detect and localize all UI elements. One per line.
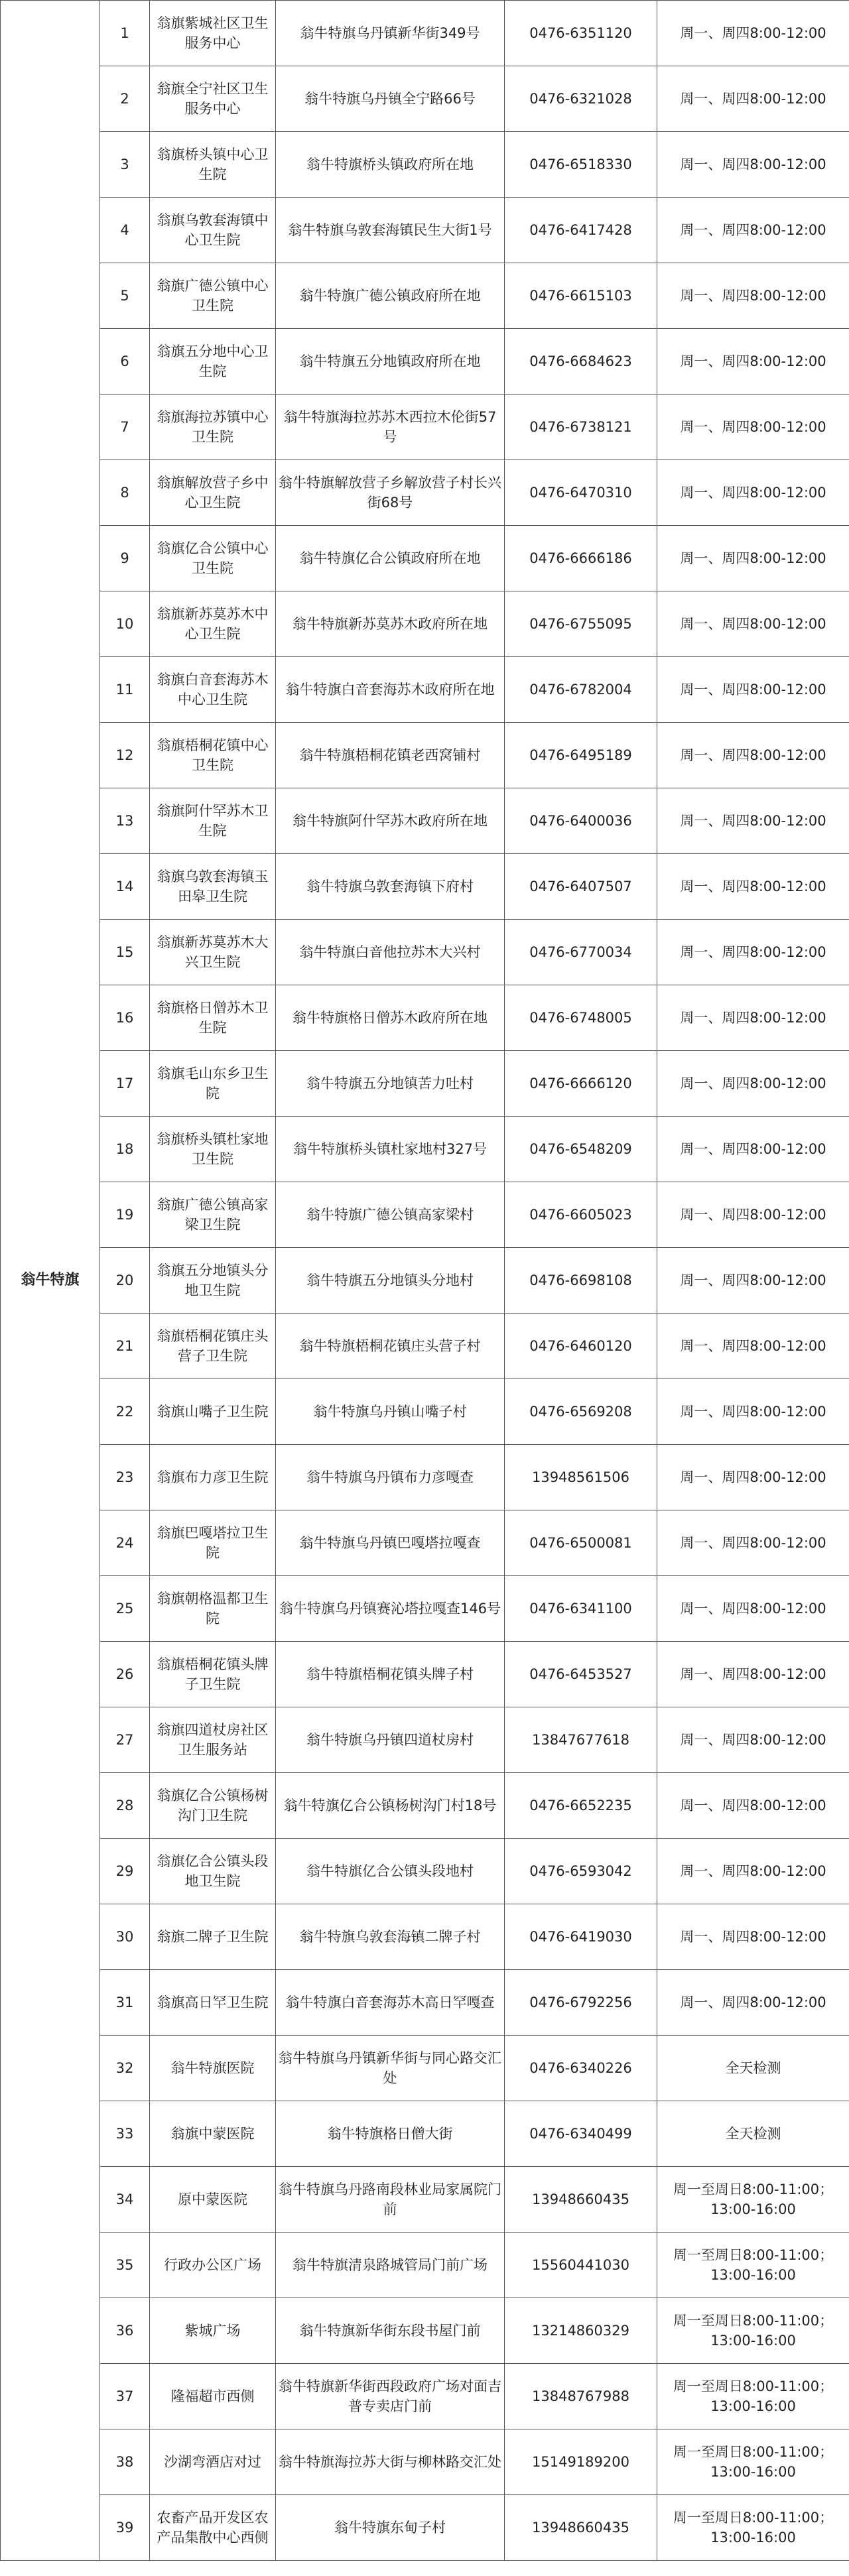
no-cell: 25 [100, 1576, 150, 1642]
addr-cell: 翁牛特旗乌敦套海镇下府村 [276, 854, 505, 920]
no-cell: 31 [100, 1970, 150, 2036]
table-row [1, 854, 849, 920]
no-cell: 7 [100, 395, 150, 460]
no-cell: 32 [100, 2036, 150, 2101]
hours-cell: 周一、周四8:00-12:00 [657, 788, 849, 854]
addr-cell: 翁牛特旗乌丹镇新华街与同心路交汇处 [276, 2036, 505, 2101]
no-cell: 15 [100, 920, 150, 985]
name-cell: 翁旗梧桐花镇头牌子卫生院 [150, 1642, 276, 1707]
no-cell: 19 [100, 1182, 150, 1248]
name-cell: 翁旗桥头镇杜家地卫生院 [150, 1117, 276, 1182]
no-cell: 26 [100, 1642, 150, 1707]
table-row [1, 1773, 849, 1839]
hours-cell: 全天检测 [657, 2101, 849, 2167]
name-cell: 翁旗亿合公镇头段地卫生院 [150, 1839, 276, 1904]
phone-cell: 0476-6340499 [505, 2101, 657, 2167]
no-cell: 17 [100, 1051, 150, 1117]
name-cell: 农畜产品开发区农产品集散中心西侧 [150, 2495, 276, 2561]
table-row [1, 1707, 849, 1773]
name-cell: 翁旗朝格温都卫生院 [150, 1576, 276, 1642]
addr-cell: 翁牛特旗五分地镇苦力吐村 [276, 1051, 505, 1117]
no-cell: 30 [100, 1904, 150, 1970]
phone-cell: 0476-6460120 [505, 1314, 657, 1379]
hours-cell: 周一、周四8:00-12:00 [657, 1117, 849, 1182]
hours-cell: 周一、周四8:00-12:00 [657, 1182, 849, 1248]
addr-cell: 翁牛特旗亿合公镇政府所在地 [276, 526, 505, 591]
name-cell: 隆福超市西侧 [150, 2364, 276, 2429]
no-cell: 20 [100, 1248, 150, 1314]
addr-cell: 翁牛特旗清泉路城管局门前广场 [276, 2233, 505, 2298]
table-row [1, 1904, 849, 1970]
no-cell: 21 [100, 1314, 150, 1379]
phone-cell: 0476-6495189 [505, 723, 657, 788]
no-cell: 24 [100, 1510, 150, 1576]
table-row [1, 2364, 849, 2429]
no-cell: 29 [100, 1839, 150, 1904]
no-cell: 1 [100, 1, 150, 66]
phone-cell: 13847677618 [505, 1707, 657, 1773]
table-row [1, 1970, 849, 2036]
phone-cell: 0476-6666120 [505, 1051, 657, 1117]
phone-cell: 13948660435 [505, 2167, 657, 2233]
hours-cell: 周一、周四8:00-12:00 [657, 132, 849, 198]
no-cell: 16 [100, 985, 150, 1051]
no-cell: 14 [100, 854, 150, 920]
hours-cell: 周一、周四8:00-12:00 [657, 263, 849, 329]
hours-cell: 周一至周日8:00-11:00；13:00-16:00 [657, 2364, 849, 2429]
addr-cell: 翁牛特旗五分地镇政府所在地 [276, 329, 505, 395]
name-cell: 翁旗高日罕卫生院 [150, 1970, 276, 2036]
phone-cell: 0476-6782004 [505, 657, 657, 723]
table-row [1, 329, 849, 395]
addr-cell: 翁牛特旗乌丹镇布力彦嘎查 [276, 1445, 505, 1510]
addr-cell: 翁牛特旗梧桐花镇老西窝铺村 [276, 723, 505, 788]
table-row [1, 395, 849, 460]
phone-cell: 0476-6340226 [505, 2036, 657, 2101]
addr-cell: 翁牛特旗五分地镇头分地村 [276, 1248, 505, 1314]
no-cell: 37 [100, 2364, 150, 2429]
addr-cell: 翁牛特旗广德公镇政府所在地 [276, 263, 505, 329]
addr-cell: 翁牛特旗桥头镇政府所在地 [276, 132, 505, 198]
table-row [1, 460, 849, 526]
no-cell: 23 [100, 1445, 150, 1510]
name-cell: 翁牛特旗医院 [150, 2036, 276, 2101]
addr-cell: 翁牛特旗新苏莫苏木政府所在地 [276, 591, 505, 657]
table-row [1, 2429, 849, 2495]
name-cell: 翁旗白音套海苏木中心卫生院 [150, 657, 276, 723]
no-cell: 4 [100, 198, 150, 263]
name-cell: 翁旗新苏莫苏木大兴卫生院 [150, 920, 276, 985]
addr-cell: 翁牛特旗桥头镇杜家地村327号 [276, 1117, 505, 1182]
no-cell: 6 [100, 329, 150, 395]
addr-cell: 翁牛特旗东甸子村 [276, 2495, 505, 2561]
phone-cell: 0476-6569208 [505, 1379, 657, 1445]
no-cell: 3 [100, 132, 150, 198]
name-cell: 翁旗山嘴子卫生院 [150, 1379, 276, 1445]
addr-cell: 翁牛特旗格日僧大街 [276, 2101, 505, 2167]
addr-cell: 翁牛特旗乌丹镇巴嘎塔拉嘎查 [276, 1510, 505, 1576]
addr-cell: 翁牛特旗新华街西段政府广场对面吉普专卖店门前 [276, 2364, 505, 2429]
table-row [1, 985, 849, 1051]
phone-cell: 0476-6341100 [505, 1576, 657, 1642]
name-cell: 翁旗亿合公镇中心卫生院 [150, 526, 276, 591]
table-row [1, 1839, 849, 1904]
no-cell: 8 [100, 460, 150, 526]
hours-cell: 周一、周四8:00-12:00 [657, 1773, 849, 1839]
phone-cell: 0476-6605023 [505, 1182, 657, 1248]
name-cell: 翁旗毛山东乡卫生院 [150, 1051, 276, 1117]
hours-cell: 周一、周四8:00-12:00 [657, 591, 849, 657]
table-row [1, 2298, 849, 2364]
name-cell: 翁旗阿什罕苏木卫生院 [150, 788, 276, 854]
phone-cell: 13848767988 [505, 2364, 657, 2429]
hours-cell: 周一、周四8:00-12:00 [657, 1576, 849, 1642]
hours-cell: 周一至周日8:00-11:00；13:00-16:00 [657, 2495, 849, 2561]
phone-cell: 0476-6652235 [505, 1773, 657, 1839]
phone-cell: 0476-6748005 [505, 985, 657, 1051]
phone-cell: 0476-6666186 [505, 526, 657, 591]
table-row [1, 66, 849, 132]
addr-cell: 翁牛特旗亿合公镇头段地村 [276, 1839, 505, 1904]
table-row [1, 1051, 849, 1117]
no-cell: 28 [100, 1773, 150, 1839]
phone-cell: 0476-6698108 [505, 1248, 657, 1314]
no-cell: 2 [100, 66, 150, 132]
phone-cell: 0476-6500081 [505, 1510, 657, 1576]
table-row [1, 920, 849, 985]
phone-cell: 0476-6792256 [505, 1970, 657, 2036]
phone-cell: 0476-6417428 [505, 198, 657, 263]
name-cell: 翁旗解放营子乡中心卫生院 [150, 460, 276, 526]
name-cell: 沙湖弯酒店对过 [150, 2429, 276, 2495]
phone-cell: 0476-6593042 [505, 1839, 657, 1904]
addr-cell: 翁牛特旗乌丹镇山嘴子村 [276, 1379, 505, 1445]
phone-cell: 0476-6755095 [505, 591, 657, 657]
addr-cell: 翁牛特旗海拉苏苏木西拉木伦街57号 [276, 395, 505, 460]
no-cell: 39 [100, 2495, 150, 2561]
addr-cell: 翁牛特旗白音他拉苏木大兴村 [276, 920, 505, 985]
no-cell: 34 [100, 2167, 150, 2233]
name-cell: 翁旗紫城社区卫生服务中心 [150, 1, 276, 66]
hours-cell: 周一至周日8:00-11:00；13:00-16:00 [657, 2167, 849, 2233]
no-cell: 36 [100, 2298, 150, 2364]
table-row [1, 591, 849, 657]
hours-cell: 全天检测 [657, 2036, 849, 2101]
hours-cell: 周一、周四8:00-12:00 [657, 985, 849, 1051]
phone-cell: 0476-6548209 [505, 1117, 657, 1182]
table-row [1, 1576, 849, 1642]
hours-cell: 周一、周四8:00-12:00 [657, 1051, 849, 1117]
hours-cell: 周一、周四8:00-12:00 [657, 1445, 849, 1510]
addr-cell: 翁牛特旗白音套海苏木政府所在地 [276, 657, 505, 723]
no-cell: 33 [100, 2101, 150, 2167]
table-row [1, 198, 849, 263]
name-cell: 翁旗格日僧苏木卫生院 [150, 985, 276, 1051]
addr-cell: 翁牛特旗海拉苏大街与柳林路交汇处 [276, 2429, 505, 2495]
name-cell: 翁旗巴嘎塔拉卫生院 [150, 1510, 276, 1576]
no-cell: 11 [100, 657, 150, 723]
phone-cell: 0476-6407507 [505, 854, 657, 920]
no-cell: 35 [100, 2233, 150, 2298]
phone-cell: 0476-6453527 [505, 1642, 657, 1707]
phone-cell: 0476-6738121 [505, 395, 657, 460]
phone-cell: 0476-6321028 [505, 66, 657, 132]
table-row [1, 1248, 849, 1314]
hours-cell: 周一、周四8:00-12:00 [657, 395, 849, 460]
no-cell: 9 [100, 526, 150, 591]
no-cell: 12 [100, 723, 150, 788]
name-cell: 翁旗布力彦卫生院 [150, 1445, 276, 1510]
phone-cell: 15560441030 [505, 2233, 657, 2298]
name-cell: 翁旗五分地镇头分地卫生院 [150, 1248, 276, 1314]
phone-cell: 0476-6400036 [505, 788, 657, 854]
hours-cell: 周一、周四8:00-12:00 [657, 920, 849, 985]
addr-cell: 翁牛特旗乌丹镇赛沁塔拉嘎查146号 [276, 1576, 505, 1642]
addr-cell: 翁牛特旗解放营子乡解放营子村长兴街68号 [276, 460, 505, 526]
phone-cell: 0476-6770034 [505, 920, 657, 985]
table-row [1, 1314, 849, 1379]
phone-cell: 13948660435 [505, 2495, 657, 2561]
table-row [1, 723, 849, 788]
table-row [1, 1642, 849, 1707]
table-row [1, 2233, 849, 2298]
name-cell: 紫城广场 [150, 2298, 276, 2364]
name-cell: 翁旗二牌子卫生院 [150, 1904, 276, 1970]
table-row [1, 263, 849, 329]
name-cell: 翁旗广德公镇高家梁卫生院 [150, 1182, 276, 1248]
table-row [1, 2167, 849, 2233]
hours-cell: 周一、周四8:00-12:00 [657, 198, 849, 263]
addr-cell: 翁牛特旗阿什罕苏木政府所在地 [276, 788, 505, 854]
hours-cell: 周一、周四8:00-12:00 [657, 1707, 849, 1773]
name-cell: 原中蒙医院 [150, 2167, 276, 2233]
name-cell: 翁旗亿合公镇杨树沟门卫生院 [150, 1773, 276, 1839]
hours-cell: 周一、周四8:00-12:00 [657, 854, 849, 920]
name-cell: 翁旗四道杖房社区卫生服务站 [150, 1707, 276, 1773]
phone-cell: 0476-6351120 [505, 1, 657, 66]
table-row [1, 657, 849, 723]
name-cell: 翁旗广德公镇中心卫生院 [150, 263, 276, 329]
no-cell: 18 [100, 1117, 150, 1182]
hours-cell: 周一、周四8:00-12:00 [657, 1970, 849, 2036]
table-body [1, 1, 849, 2561]
hours-cell: 周一、周四8:00-12:00 [657, 1, 849, 66]
name-cell: 翁旗全宁社区卫生服务中心 [150, 66, 276, 132]
hours-cell: 周一至周日8:00-11:00；13:00-16:00 [657, 2233, 849, 2298]
hours-cell: 周一、周四8:00-12:00 [657, 1642, 849, 1707]
table-row [1, 2495, 849, 2561]
name-cell: 翁旗乌敦套海镇中心卫生院 [150, 198, 276, 263]
name-cell: 翁旗海拉苏镇中心卫生院 [150, 395, 276, 460]
addr-cell: 翁牛特旗乌敦套海镇二牌子村 [276, 1904, 505, 1970]
phone-cell: 0476-6684623 [505, 329, 657, 395]
table-row [1, 1, 849, 66]
phone-cell: 13214860329 [505, 2298, 657, 2364]
hours-cell: 周一、周四8:00-12:00 [657, 723, 849, 788]
hours-cell: 周一、周四8:00-12:00 [657, 329, 849, 395]
phone-cell: 13948561506 [505, 1445, 657, 1510]
no-cell: 27 [100, 1707, 150, 1773]
addr-cell: 翁牛特旗乌丹镇四道杖房村 [276, 1707, 505, 1773]
addr-cell: 翁牛特旗乌敦套海镇民生大街1号 [276, 198, 505, 263]
table-row [1, 1117, 849, 1182]
hours-cell: 周一、周四8:00-12:00 [657, 1510, 849, 1576]
addr-cell: 翁牛特旗广德公镇高家梁村 [276, 1182, 505, 1248]
name-cell: 翁旗五分地中心卫生院 [150, 329, 276, 395]
table-row [1, 132, 849, 198]
hours-cell: 周一、周四8:00-12:00 [657, 66, 849, 132]
phone-cell: 0476-6518330 [505, 132, 657, 198]
phone-cell: 0476-6615103 [505, 263, 657, 329]
name-cell: 翁旗新苏莫苏木中心卫生院 [150, 591, 276, 657]
name-cell: 翁旗桥头镇中心卫生院 [150, 132, 276, 198]
table-row [1, 1510, 849, 1576]
no-cell: 5 [100, 263, 150, 329]
hours-cell: 周一、周四8:00-12:00 [657, 1839, 849, 1904]
hours-cell: 周一、周四8:00-12:00 [657, 1248, 849, 1314]
hours-cell: 周一、周四8:00-12:00 [657, 526, 849, 591]
hours-cell: 周一、周四8:00-12:00 [657, 1379, 849, 1445]
table-row [1, 788, 849, 854]
phone-cell: 0476-6470310 [505, 460, 657, 526]
name-cell: 翁旗乌敦套海镇玉田皋卫生院 [150, 854, 276, 920]
hours-cell: 周一至周日8:00-11:00；13:00-16:00 [657, 2298, 849, 2364]
name-cell: 翁旗梧桐花镇中心卫生院 [150, 723, 276, 788]
table-row [1, 1445, 849, 1510]
addr-cell: 翁牛特旗亿合公镇杨树沟门村18号 [276, 1773, 505, 1839]
addr-cell: 翁牛特旗乌丹镇全宁路66号 [276, 66, 505, 132]
addr-cell: 翁牛特旗乌丹镇新华街349号 [276, 1, 505, 66]
table-row [1, 1379, 849, 1445]
addr-cell: 翁牛特旗梧桐花镇头牌子村 [276, 1642, 505, 1707]
hours-cell: 周一至周日8:00-11:00；13:00-16:00 [657, 2429, 849, 2495]
table-row [1, 2036, 849, 2101]
no-cell: 10 [100, 591, 150, 657]
addr-cell: 翁牛特旗格日僧苏木政府所在地 [276, 985, 505, 1051]
phone-cell: 15149189200 [505, 2429, 657, 2495]
addr-cell: 翁牛特旗白音套海苏木高日罕嘎查 [276, 1970, 505, 2036]
name-cell: 行政办公区广场 [150, 2233, 276, 2298]
name-cell: 翁旗中蒙医院 [150, 2101, 276, 2167]
table-row [1, 526, 849, 591]
hours-cell: 周一、周四8:00-12:00 [657, 1314, 849, 1379]
name-cell: 翁旗梧桐花镇庄头营子卫生院 [150, 1314, 276, 1379]
region-cell: 翁牛特旗 [1, 1, 100, 2561]
table-row [1, 1182, 849, 1248]
hours-cell: 周一、周四8:00-12:00 [657, 460, 849, 526]
no-cell: 38 [100, 2429, 150, 2495]
addr-cell: 翁牛特旗乌丹路南段林业局家属院门前 [276, 2167, 505, 2233]
table-row [1, 2101, 849, 2167]
phone-cell: 0476-6419030 [505, 1904, 657, 1970]
hours-cell: 周一、周四8:00-12:00 [657, 1904, 849, 1970]
no-cell: 22 [100, 1379, 150, 1445]
hours-cell: 周一、周四8:00-12:00 [657, 657, 849, 723]
addr-cell: 翁牛特旗新华街东段书屋门前 [276, 2298, 505, 2364]
addr-cell: 翁牛特旗梧桐花镇庄头营子村 [276, 1314, 505, 1379]
no-cell: 13 [100, 788, 150, 854]
